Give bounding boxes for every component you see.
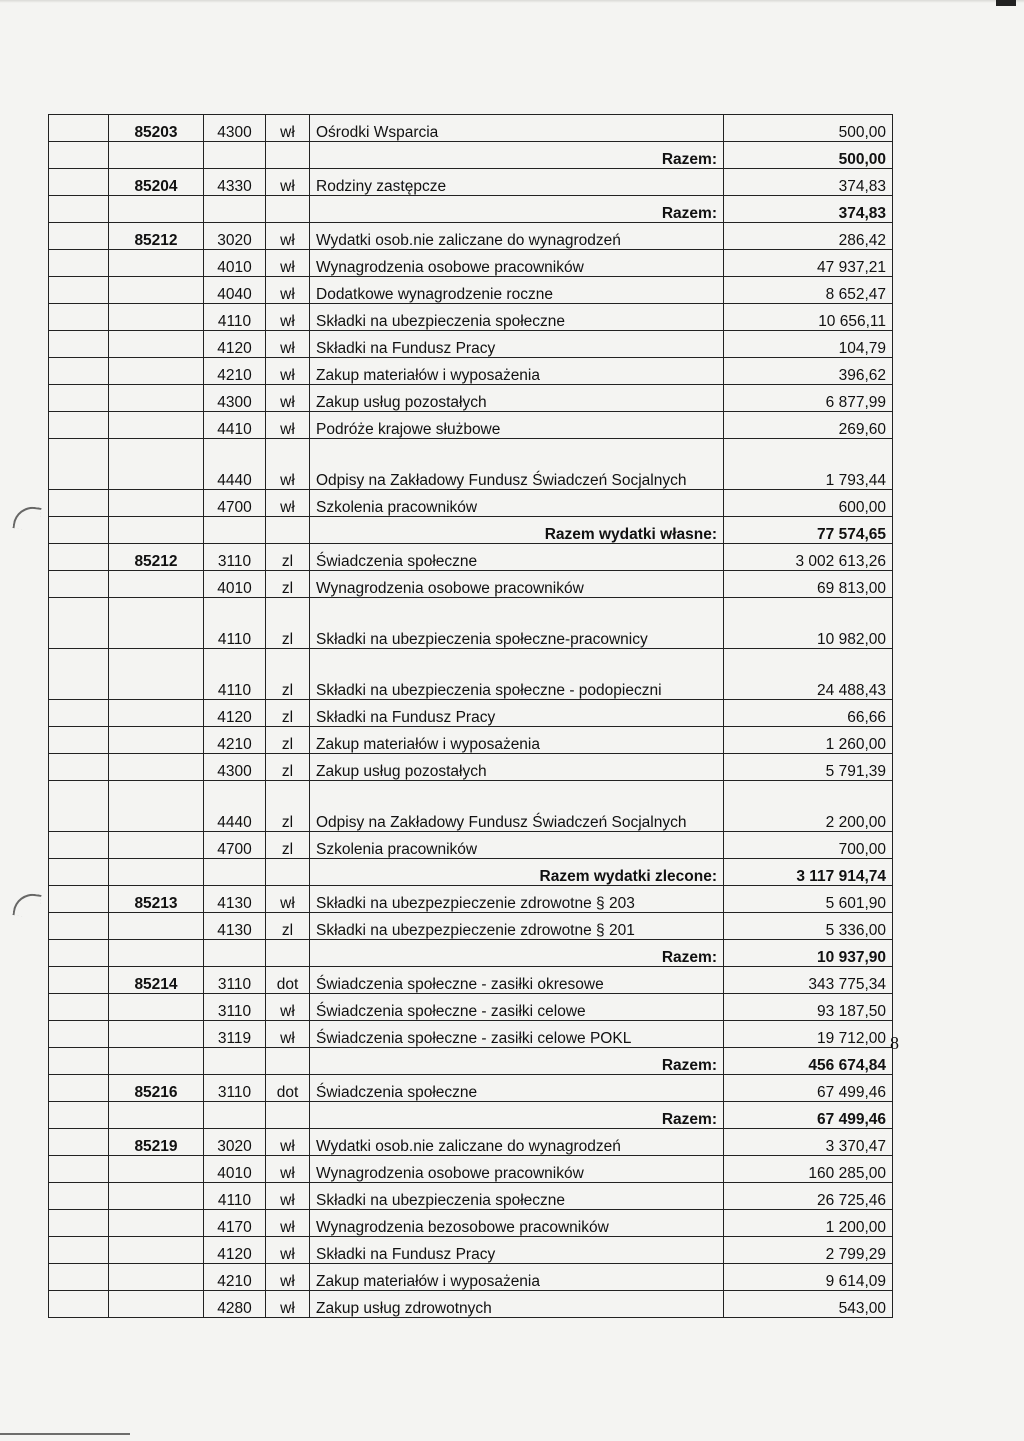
- table-row: [49, 544, 893, 571]
- source-cell: [266, 1102, 310, 1129]
- funding-source: zl: [266, 700, 310, 727]
- summary-label: Razem:: [310, 196, 724, 223]
- blank-cell: [49, 250, 109, 277]
- funding-source: wł: [266, 250, 310, 277]
- table-row: [49, 598, 893, 649]
- summary-label: Razem:: [310, 1102, 724, 1129]
- blank-cell: [49, 967, 109, 994]
- funding-source: zl: [266, 913, 310, 940]
- section-code: [109, 700, 204, 727]
- summary-row: [49, 142, 893, 169]
- table-row: [49, 1075, 893, 1102]
- item-description: Zakup materiałów i wyposażenia: [310, 1264, 724, 1291]
- item-description: Świadczenia społeczne - zasiłki okresowe: [310, 967, 724, 994]
- table-row: [49, 1237, 893, 1264]
- item-description: Świadczenia społeczne - zasiłki celowe POKL: [310, 1021, 724, 1048]
- funding-source: wł: [266, 358, 310, 385]
- summary-label: Razem wydatki własne:: [310, 517, 724, 544]
- section-code: [109, 649, 204, 700]
- table-row: [49, 1021, 893, 1048]
- table-row: [49, 1156, 893, 1183]
- section-code: [109, 1237, 204, 1264]
- table-row: [49, 700, 893, 727]
- source-cell: [266, 196, 310, 223]
- item-description: Wynagrodzenia osobowe pracowników: [310, 571, 724, 598]
- paragraph-code: 4280: [204, 1291, 266, 1318]
- funding-source: wł: [266, 1264, 310, 1291]
- summary-amount: 456 674,84: [724, 1048, 893, 1075]
- table-row: [49, 967, 893, 994]
- blank-cell: [49, 517, 109, 544]
- funding-source: wł: [266, 490, 310, 517]
- item-amount: 93 187,50: [724, 994, 893, 1021]
- item-description: Składki na ubezpieczenia społeczne - podopieczni: [310, 649, 724, 700]
- paragraph-code: 4300: [204, 754, 266, 781]
- paragraph-code: 4440: [204, 439, 266, 490]
- paragraph-code: 4010: [204, 1156, 266, 1183]
- paragraph-code: 3020: [204, 223, 266, 250]
- blank-cell: [49, 598, 109, 649]
- table-row: [49, 115, 893, 142]
- funding-source: wł: [266, 385, 310, 412]
- section-code: 85212: [109, 544, 204, 571]
- table-row: [49, 304, 893, 331]
- paragraph-code: 4300: [204, 115, 266, 142]
- paragraph-code: 3119: [204, 1021, 266, 1048]
- item-amount: 543,00: [724, 1291, 893, 1318]
- blank-cell: [49, 142, 109, 169]
- item-amount: 104,79: [724, 331, 893, 358]
- item-amount: 1 200,00: [724, 1210, 893, 1237]
- blank-cell: [49, 1183, 109, 1210]
- item-description: Odpisy na Zakładowy Fundusz Świadczeń Socjalnych: [310, 781, 724, 832]
- paragraph-code: 4440: [204, 781, 266, 832]
- paragraph-cell: [204, 940, 266, 967]
- table-row: [49, 727, 893, 754]
- paragraph-code: 4120: [204, 700, 266, 727]
- paragraph-code: 4130: [204, 913, 266, 940]
- summary-row: [49, 196, 893, 223]
- table-row: [49, 1210, 893, 1237]
- paragraph-code: 4410: [204, 412, 266, 439]
- summary-amount: 3 117 914,74: [724, 859, 893, 886]
- table-row: [49, 1291, 893, 1318]
- summary-amount: 374,83: [724, 196, 893, 223]
- paragraph-code: 3110: [204, 544, 266, 571]
- blank-cell: [49, 940, 109, 967]
- paragraph-code: 4010: [204, 571, 266, 598]
- blank-cell: [49, 277, 109, 304]
- blank-cell: [49, 223, 109, 250]
- item-amount: 10 982,00: [724, 598, 893, 649]
- blank-cell: [49, 1075, 109, 1102]
- paragraph-code: 4110: [204, 649, 266, 700]
- table-row: [49, 169, 893, 196]
- item-description: Dodatkowe wynagrodzenie roczne: [310, 277, 724, 304]
- table-row: [49, 649, 893, 700]
- funding-source: zl: [266, 754, 310, 781]
- blank-cell: [49, 331, 109, 358]
- section-cell: [109, 859, 204, 886]
- item-description: Świadczenia społeczne: [310, 544, 724, 571]
- funding-source: wł: [266, 1129, 310, 1156]
- item-amount: 47 937,21: [724, 250, 893, 277]
- item-amount: 2 200,00: [724, 781, 893, 832]
- funding-source: wł: [266, 1021, 310, 1048]
- table-row: [49, 331, 893, 358]
- funding-source: wł: [266, 223, 310, 250]
- paragraph-code: 3110: [204, 967, 266, 994]
- blank-cell: [49, 544, 109, 571]
- paragraph-code: 4700: [204, 490, 266, 517]
- funding-source: zl: [266, 571, 310, 598]
- section-code: [109, 331, 204, 358]
- blank-cell: [49, 490, 109, 517]
- section-code: [109, 412, 204, 439]
- item-description: Składki na Fundusz Pracy: [310, 331, 724, 358]
- summary-row: [49, 517, 893, 544]
- item-description: Zakup usług pozostałych: [310, 754, 724, 781]
- section-code: 85212: [109, 223, 204, 250]
- section-code: [109, 490, 204, 517]
- blank-cell: [49, 1048, 109, 1075]
- section-code: [109, 439, 204, 490]
- table-row: [49, 385, 893, 412]
- item-description: Szkolenia pracowników: [310, 832, 724, 859]
- scan-corner-mark: [996, 0, 1016, 6]
- summary-label: Razem:: [310, 1048, 724, 1075]
- table-row: [49, 412, 893, 439]
- item-description: Świadczenia społeczne: [310, 1075, 724, 1102]
- item-amount: 160 285,00: [724, 1156, 893, 1183]
- expenditure-table-body: [49, 115, 893, 1318]
- table-row: [49, 250, 893, 277]
- table-row: [49, 490, 893, 517]
- summary-row: [49, 1048, 893, 1075]
- blank-cell: [49, 1102, 109, 1129]
- funding-source: wł: [266, 331, 310, 358]
- scan-edge-line: [0, 1433, 130, 1435]
- table-row: [49, 1264, 893, 1291]
- summary-label: Razem:: [310, 940, 724, 967]
- paragraph-code: 4040: [204, 277, 266, 304]
- table-row: [49, 781, 893, 832]
- summary-amount: 67 499,46: [724, 1102, 893, 1129]
- funding-source: dot: [266, 1075, 310, 1102]
- blank-cell: [49, 358, 109, 385]
- blank-cell: [49, 169, 109, 196]
- item-description: Zakup usług pozostałych: [310, 385, 724, 412]
- section-code: [109, 913, 204, 940]
- section-code: [109, 358, 204, 385]
- item-amount: 19 712,00: [724, 1021, 893, 1048]
- funding-source: zl: [266, 781, 310, 832]
- item-amount: 5 791,39: [724, 754, 893, 781]
- punch-hole-mark: [12, 504, 41, 531]
- section-code: [109, 754, 204, 781]
- section-code: [109, 277, 204, 304]
- item-description: Składki na Fundusz Pracy: [310, 700, 724, 727]
- blank-cell: [49, 304, 109, 331]
- item-description: Wydatki osob.nie zaliczane do wynagrodzeń: [310, 223, 724, 250]
- section-cell: [109, 940, 204, 967]
- paragraph-cell: [204, 1102, 266, 1129]
- item-amount: 5 336,00: [724, 913, 893, 940]
- paragraph-code: 4010: [204, 250, 266, 277]
- paragraph-code: 4130: [204, 886, 266, 913]
- funding-source: wł: [266, 1210, 310, 1237]
- table-row: [49, 1129, 893, 1156]
- funding-source: wł: [266, 169, 310, 196]
- item-description: Zakup usług zdrowotnych: [310, 1291, 724, 1318]
- paragraph-code: 4110: [204, 1183, 266, 1210]
- blank-cell: [49, 1021, 109, 1048]
- paragraph-code: 4210: [204, 358, 266, 385]
- blank-cell: [49, 412, 109, 439]
- blank-cell: [49, 886, 109, 913]
- item-amount: 24 488,43: [724, 649, 893, 700]
- section-code: [109, 994, 204, 1021]
- blank-cell: [49, 1210, 109, 1237]
- section-code: [109, 781, 204, 832]
- blank-cell: [49, 1264, 109, 1291]
- blank-cell: [49, 385, 109, 412]
- table-row: [49, 223, 893, 250]
- item-description: Wynagrodzenia osobowe pracowników: [310, 1156, 724, 1183]
- paragraph-code: 4300: [204, 385, 266, 412]
- paragraph-code: 4330: [204, 169, 266, 196]
- funding-source: zl: [266, 598, 310, 649]
- paragraph-code: 4110: [204, 598, 266, 649]
- table-row: [49, 754, 893, 781]
- table-row: [49, 439, 893, 490]
- section-code: [109, 250, 204, 277]
- item-amount: 1 793,44: [724, 439, 893, 490]
- table-row: [49, 1183, 893, 1210]
- section-code: 85214: [109, 967, 204, 994]
- item-amount: 69 813,00: [724, 571, 893, 598]
- item-description: Składki na ubezpezpieczenie zdrowotne § 201: [310, 913, 724, 940]
- item-description: Ośrodki Wsparcia: [310, 115, 724, 142]
- paragraph-cell: [204, 517, 266, 544]
- section-code: [109, 1021, 204, 1048]
- blank-cell: [49, 700, 109, 727]
- blank-cell: [49, 832, 109, 859]
- table-row: [49, 913, 893, 940]
- summary-amount: 10 937,90: [724, 940, 893, 967]
- paragraph-code: 4700: [204, 832, 266, 859]
- paragraph-cell: [204, 859, 266, 886]
- item-description: Szkolenia pracowników: [310, 490, 724, 517]
- source-cell: [266, 142, 310, 169]
- item-amount: 2 799,29: [724, 1237, 893, 1264]
- paragraph-code: 3020: [204, 1129, 266, 1156]
- blank-cell: [49, 727, 109, 754]
- paragraph-code: 4170: [204, 1210, 266, 1237]
- section-cell: [109, 142, 204, 169]
- item-description: Wydatki osob.nie zaliczane do wynagrodzeń: [310, 1129, 724, 1156]
- item-amount: 3 002 613,26: [724, 544, 893, 571]
- item-amount: 9 614,09: [724, 1264, 893, 1291]
- item-amount: 269,60: [724, 412, 893, 439]
- section-code: [109, 571, 204, 598]
- funding-source: zl: [266, 649, 310, 700]
- paragraph-cell: [204, 1048, 266, 1075]
- section-code: [109, 832, 204, 859]
- section-code: 85216: [109, 1075, 204, 1102]
- blank-cell: [49, 571, 109, 598]
- funding-source: wł: [266, 1156, 310, 1183]
- item-description: Świadczenia społeczne - zasiłki celowe: [310, 994, 724, 1021]
- blank-cell: [49, 439, 109, 490]
- source-cell: [266, 1048, 310, 1075]
- item-description: Rodziny zastępcze: [310, 169, 724, 196]
- blank-cell: [49, 859, 109, 886]
- funding-source: wł: [266, 1291, 310, 1318]
- item-amount: 3 370,47: [724, 1129, 893, 1156]
- item-description: Podróże krajowe służbowe: [310, 412, 724, 439]
- item-description: Wynagrodzenia osobowe pracowników: [310, 250, 724, 277]
- blank-cell: [49, 115, 109, 142]
- table-row: [49, 886, 893, 913]
- item-description: Składki na ubezpieczenia społeczne-pracownicy: [310, 598, 724, 649]
- item-description: Zakup materiałów i wyposażenia: [310, 727, 724, 754]
- section-code: [109, 1183, 204, 1210]
- section-cell: [109, 1048, 204, 1075]
- section-code: [109, 598, 204, 649]
- funding-source: wł: [266, 1183, 310, 1210]
- funding-source: wł: [266, 886, 310, 913]
- item-description: Składki na Fundusz Pracy: [310, 1237, 724, 1264]
- paragraph-code: 3110: [204, 1075, 266, 1102]
- paragraph-cell: [204, 196, 266, 223]
- funding-source: wł: [266, 277, 310, 304]
- table-row: [49, 832, 893, 859]
- summary-row: [49, 940, 893, 967]
- section-code: [109, 385, 204, 412]
- section-cell: [109, 517, 204, 544]
- section-code: 85204: [109, 169, 204, 196]
- page-edge: [0, 0, 1024, 3]
- section-code: [109, 1291, 204, 1318]
- item-amount: 5 601,90: [724, 886, 893, 913]
- item-description: Składki na ubezpieczenia społeczne: [310, 1183, 724, 1210]
- item-amount: 10 656,11: [724, 304, 893, 331]
- table-row: [49, 277, 893, 304]
- funding-source: zl: [266, 727, 310, 754]
- expenditure-table: [48, 114, 893, 1318]
- item-description: Zakup materiałów i wyposażenia: [310, 358, 724, 385]
- blank-cell: [49, 1291, 109, 1318]
- summary-row: [49, 1102, 893, 1129]
- punch-hole-mark: [12, 891, 41, 918]
- summary-amount: 77 574,65: [724, 517, 893, 544]
- blank-cell: [49, 994, 109, 1021]
- funding-source: wł: [266, 439, 310, 490]
- table-row: [49, 994, 893, 1021]
- source-cell: [266, 940, 310, 967]
- section-cell: [109, 1102, 204, 1129]
- table-row: [49, 358, 893, 385]
- item-amount: 600,00: [724, 490, 893, 517]
- funding-source: wł: [266, 115, 310, 142]
- blank-cell: [49, 649, 109, 700]
- blank-cell: [49, 781, 109, 832]
- item-amount: 396,62: [724, 358, 893, 385]
- blank-cell: [49, 913, 109, 940]
- funding-source: zl: [266, 544, 310, 571]
- paragraph-cell: [204, 142, 266, 169]
- paragraph-code: 4120: [204, 1237, 266, 1264]
- item-amount: 1 260,00: [724, 727, 893, 754]
- section-code: 85203: [109, 115, 204, 142]
- funding-source: wł: [266, 412, 310, 439]
- item-amount: 67 499,46: [724, 1075, 893, 1102]
- item-amount: 700,00: [724, 832, 893, 859]
- funding-source: wł: [266, 304, 310, 331]
- paragraph-code: 4210: [204, 1264, 266, 1291]
- source-cell: [266, 517, 310, 544]
- item-amount: 26 725,46: [724, 1183, 893, 1210]
- funding-source: wł: [266, 994, 310, 1021]
- item-description: Składki na ubezpezpieczenie zdrowotne § 203: [310, 886, 724, 913]
- item-amount: 6 877,99: [724, 385, 893, 412]
- section-cell: [109, 196, 204, 223]
- funding-source: wł: [266, 1237, 310, 1264]
- blank-cell: [49, 1156, 109, 1183]
- item-description: Składki na ubezpieczenia społeczne: [310, 304, 724, 331]
- table-row: [49, 571, 893, 598]
- section-code: 85213: [109, 886, 204, 913]
- item-amount: 343 775,34: [724, 967, 893, 994]
- source-cell: [266, 859, 310, 886]
- item-amount: 374,83: [724, 169, 893, 196]
- paragraph-code: 3110: [204, 994, 266, 1021]
- section-code: 85219: [109, 1129, 204, 1156]
- summary-amount: 500,00: [724, 142, 893, 169]
- section-code: [109, 1264, 204, 1291]
- summary-label: Razem wydatki zlecone:: [310, 859, 724, 886]
- section-code: [109, 1210, 204, 1237]
- page-number: 8: [890, 1033, 899, 1053]
- item-description: Odpisy na Zakładowy Fundusz Świadczeń Socjalnych: [310, 439, 724, 490]
- item-amount: 66,66: [724, 700, 893, 727]
- paragraph-code: 4110: [204, 304, 266, 331]
- item-amount: 500,00: [724, 115, 893, 142]
- section-code: [109, 304, 204, 331]
- blank-cell: [49, 754, 109, 781]
- item-description: Wynagrodzenia bezosobowe pracowników: [310, 1210, 724, 1237]
- section-code: [109, 727, 204, 754]
- funding-source: zl: [266, 832, 310, 859]
- paragraph-code: 4210: [204, 727, 266, 754]
- section-code: [109, 1156, 204, 1183]
- item-amount: 8 652,47: [724, 277, 893, 304]
- blank-cell: [49, 1237, 109, 1264]
- blank-cell: [49, 196, 109, 223]
- blank-cell: [49, 1129, 109, 1156]
- paragraph-code: 4120: [204, 331, 266, 358]
- item-amount: 286,42: [724, 223, 893, 250]
- summary-row: [49, 859, 893, 886]
- summary-label: Razem:: [310, 142, 724, 169]
- funding-source: dot: [266, 967, 310, 994]
